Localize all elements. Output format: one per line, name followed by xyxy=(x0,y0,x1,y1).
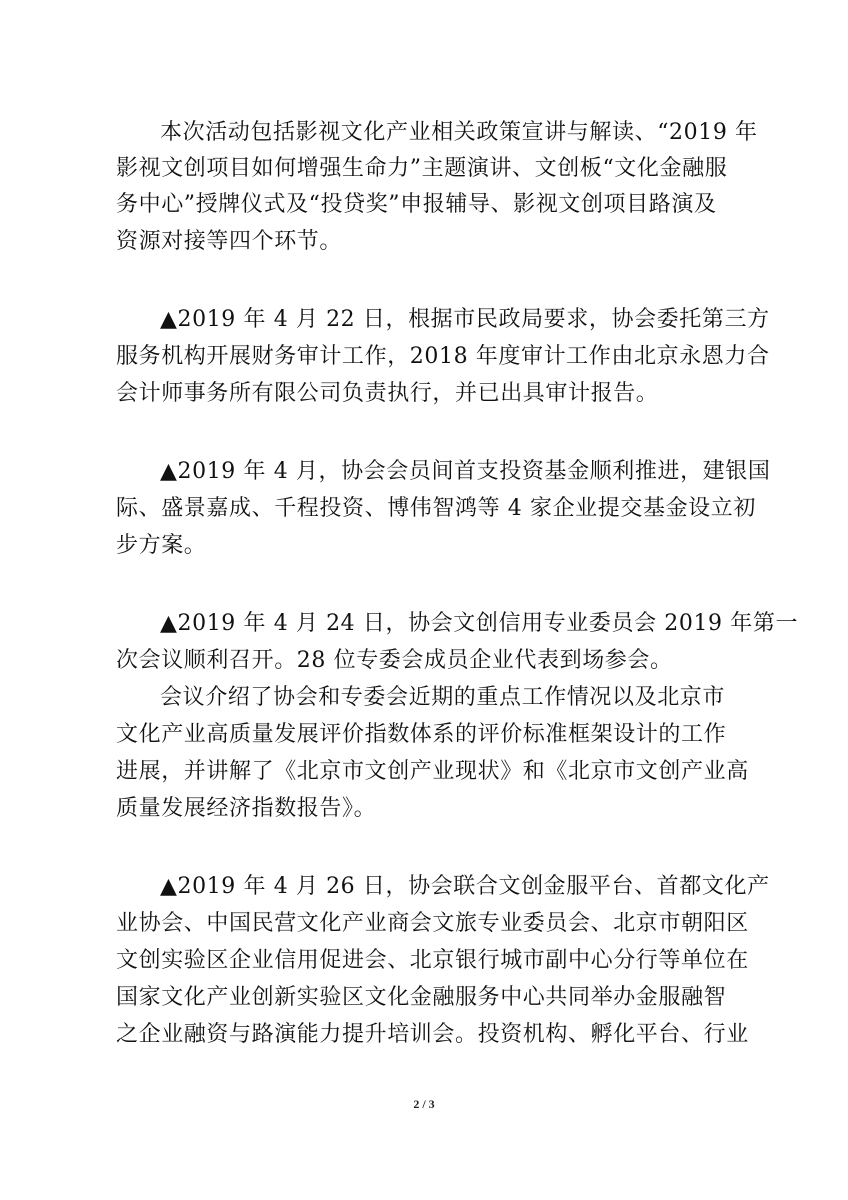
text-line: 次会议顺利召开。28 位专委会成员企业代表到场参会。 xyxy=(116,648,673,673)
text-line: ▲2019 年 4 月 24 日，协会文创信用专业委员会 2019 年第一 xyxy=(160,611,799,636)
text-line: 际、盛景嘉成、千程投资、博伟智鸿等 4 家企业提交基金设立初 xyxy=(116,496,756,521)
text-line: 影视文创项目如何增强生命力”主题演讲、文创板“文化金融服 xyxy=(116,156,728,181)
text-line: 国家文化产业创新实验区文化金融服务中心共同举办金服融智 xyxy=(116,985,727,1010)
text-line: 资源对接等四个环节。 xyxy=(116,229,343,254)
text-line: 业协会、中国民营文化产业商会文旅专业委员会、北京市朝阳区 xyxy=(116,911,749,936)
text-line: ▲2019 年 4 月，协会会员间首支投资基金顺利推进，建银国 xyxy=(160,459,771,484)
text-line: 步方案。 xyxy=(116,533,207,558)
text-line: 质量发展经济指数报告》。 xyxy=(116,796,377,821)
text-line: 务中心”授牌仪式及“投贷奖”申报辅导、影视文创项目路演及 xyxy=(116,192,717,217)
page-number: 2 / 3 xyxy=(413,1097,435,1111)
text-line: 本次活动包括影视文化产业相关政策宣讲与解读、“2019 年 xyxy=(160,120,758,145)
text-line: 会计师事务所有限公司负责执行，并已出具审计报告。 xyxy=(116,381,659,406)
text-line: 服务机构开展财务审计工作，2018 年度审计工作由北京永恩力合 xyxy=(116,344,770,369)
text-line: 之企业融资与路演能力提升培训会。投资机构、孵化平台、行业 xyxy=(116,1022,749,1047)
text-line: 进展，并讲解了《北京市文创产业现状》和《北京市文创产业高 xyxy=(116,759,749,784)
text-line: ▲2019 年 4 月 22 日，根据市民政局要求，协会委托第三方 xyxy=(160,307,770,332)
text-line: ▲2019 年 4 月 26 日，协会联合文创金服平台、首都文化产 xyxy=(160,874,770,899)
text-line: 文创实验区企业信用促进会、北京银行城市副中心分行等单位在 xyxy=(116,948,749,973)
text-line: 会议介绍了协会和专委会近期的重点工作情况以及北京市 xyxy=(160,685,726,710)
text-line: 文化产业高质量发展评价指数体系的评价标准框架设计的工作 xyxy=(116,722,727,747)
